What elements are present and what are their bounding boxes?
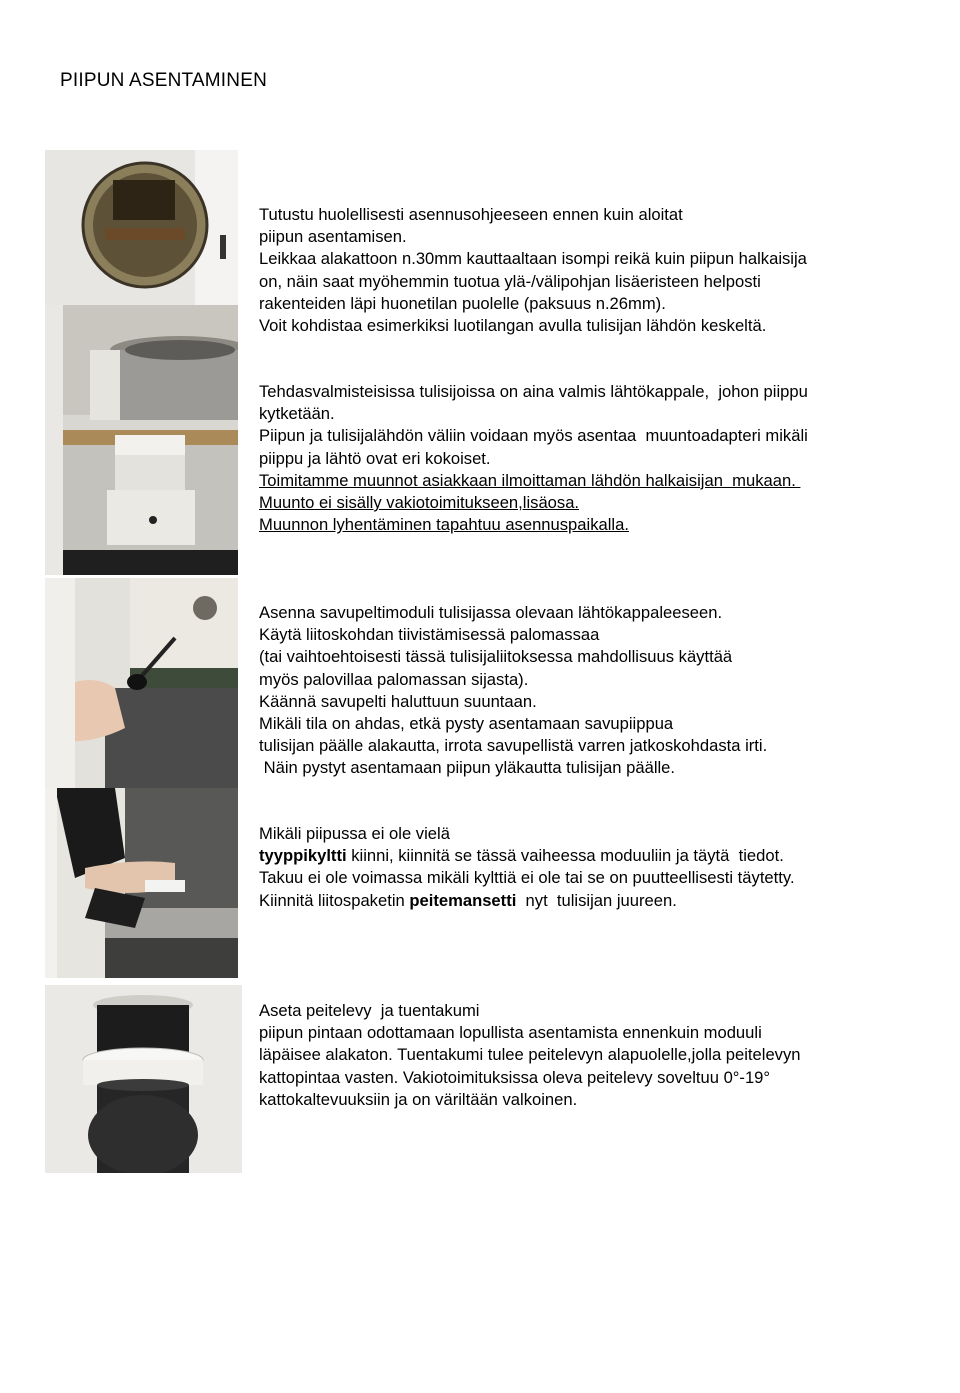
type-plate-illustration: [45, 788, 238, 978]
text-line: (tai vaihtoehtoisesti tässä tulisijaliitoksessa mahdollisuus käyttää: [259, 647, 733, 667]
text-line: Takuu ei ole voimassa mikäli kylttiä ei ole tai se on puutteellisesti täytetty.: [259, 868, 795, 888]
section-ceiling-hole-text: [259, 204, 919, 337]
text-line: kytketään.: [259, 404, 335, 424]
text-line: Aseta peitelevy ja tuentakumi: [259, 1001, 480, 1020]
text-span: kiinni, kiinnitä se tässä vaiheessa moduuliin ja täytä tiedot.: [346, 846, 784, 866]
photo-stove-outlet: [45, 305, 238, 575]
page-title: PIIPUN ASENTAMINEN: [60, 70, 268, 91]
text-line: Voit kohdistaa esimerkiksi luotilangan avulla tulisijan lähdön keskeltä.: [259, 316, 767, 336]
text-line: Tehdasvalmisteisissa tulisijoissa on aina valmis lähtökappale, johon piippu: [259, 382, 808, 401]
section-type-plate-text: [259, 823, 919, 912]
bold-term-cover-sleeve: peitemansetti: [409, 890, 517, 910]
text-line: Mikäli piipussa ei ole vielä: [259, 824, 450, 843]
text-line: kattokaltevuuksiin ja on väriltään valkoinen.: [259, 1089, 578, 1109]
section-damper-text: [259, 602, 919, 780]
stove-outlet-illustration: [45, 305, 238, 575]
text-line: Leikkaa alakattoon n.30mm kauttaaltaan isompi reikä kuin piipun halkaisija: [259, 249, 807, 269]
text-span: nyt tulisijan juureen.: [516, 890, 677, 910]
text-line: piippu ja lähtö ovat eri kokoiset.: [259, 448, 491, 468]
photo-damper-module: [45, 578, 238, 788]
underlined-line: Toimitamme muunnot asiakkaan ilmoittaman lähdön halkaisijan mukaan.: [259, 470, 801, 490]
text-line: Tutustu huolellisesti asennusohjeeseen ennen kuin aloitat: [259, 205, 683, 224]
underlined-line: Muunnon lyhentäminen tapahtuu asennuspaikalla.: [259, 515, 629, 535]
text-line: Käännä savupelti haluttuun suuntaan.: [259, 691, 537, 711]
text-line: Mikäli tila on ahdas, etkä pysty asentamaan savupiippua: [259, 714, 674, 734]
text-line: on, näin saat myöhemmin tuotua ylä-/välipohjan lisäeristeen helposti: [259, 271, 761, 291]
text-line-mixed: [259, 845, 919, 867]
photo-type-plate: [45, 788, 238, 978]
text-line: Näin pystyt asentamaan piipun yläkautta tulisijan päälle.: [259, 758, 676, 778]
photo-ceiling-hole: [45, 150, 238, 305]
underlined-line: Muunto ei sisälly vakiotoimitukseen,lisäosa.: [259, 493, 580, 513]
text-line: Asenna savupeltimoduli tulisijassa olevaan lähtökappaleeseen.: [259, 603, 723, 622]
text-line: kattopintaa vasten. Vakiotoimituksissa oleva peitelevy soveltuu 0°-19°: [259, 1067, 771, 1087]
text-line: myös palovillaa palomassan sijasta).: [259, 669, 529, 689]
text-line: Piipun ja tulisijalähdön väliin voidaan myös asentaa muuntoadapteri mikäli: [259, 426, 808, 446]
photo-cover-plate: [45, 985, 242, 1173]
section-cover-plate-text: [259, 1000, 919, 1111]
text-line: Käytä liitoskohdan tiivistämisessä palomassaa: [259, 625, 600, 645]
ceiling-hole-illustration: [45, 150, 238, 305]
text-line: piipun pintaan odottamaan lopullista asentamista ennenkuin moduuli: [259, 1023, 762, 1043]
bold-term-type-plate: tyyppikyltti: [259, 846, 347, 866]
text-span: Kiinnitä liitospaketin: [259, 890, 410, 910]
text-line: tulisijan päälle alakautta, irrota savupellistä varren jatkoskohdasta irti.: [259, 736, 768, 756]
text-line: läpäisee alakaton. Tuentakumi tulee peitelevyn alapuolelle,jolla peitelevyn: [259, 1045, 801, 1065]
damper-module-illustration: [45, 578, 238, 788]
section-stove-outlet-text: [259, 381, 919, 536]
text-line: piipun asentamisen.: [259, 227, 407, 247]
text-line: rakenteiden läpi huonetilan puolelle (paksuus n.26mm).: [259, 293, 666, 313]
cover-plate-illustration: [45, 985, 242, 1173]
text-line-mixed: [259, 890, 919, 912]
